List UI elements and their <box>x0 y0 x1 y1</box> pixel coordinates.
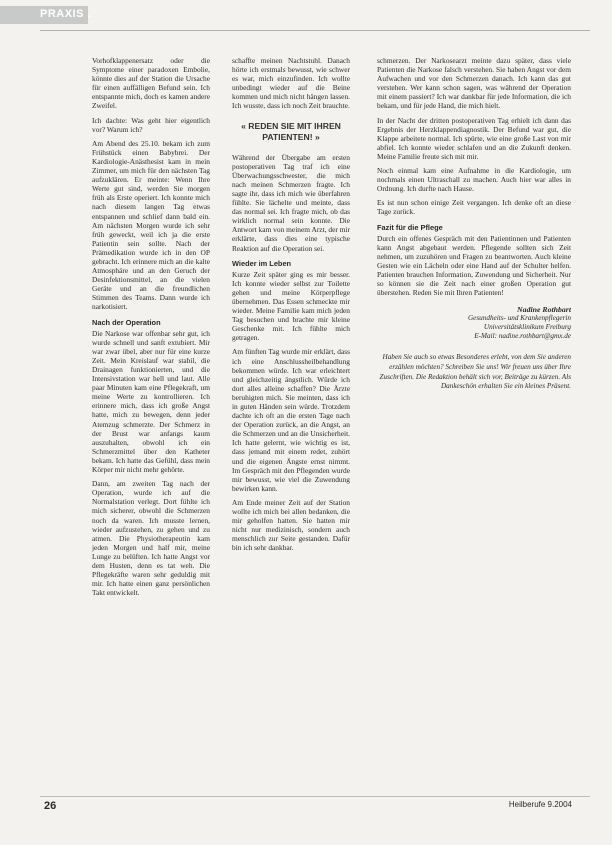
author-title: Gesundheits- und Krankenpflegerin <box>467 314 571 323</box>
subheading: Nach der Operation <box>92 317 161 327</box>
paragraph: Durch ein offenes Gespräch mit den Patientinnen und Patienten kann Angst abgebaut werden. Pflegende sollten sich Zeit nehmen, um zuzuhören und Fragen zu beantworten. Auch kleine Gesten wie ein Lächeln oder eine Hand auf der Schulter helfen. Patienten brauchen Information, Zuwendung und Sicherheit. Nur so können sie die Zeit nach einer großen Operation gut überstehen. Reden Sie mit Ihren Patienten! <box>377 233 571 298</box>
author-signature <box>377 305 571 341</box>
paragraph: Die Narkose war offenbar sehr gut, ich wurde schnell und sanft extubiert. Mir war zwar übel, aber nur für eine kurze Zeit. Mein Kreislauf war stabil, die Drainagen funktionierten, und die Intensivstation war hell und laut. Alle paar Minuten kam eine Pflegekraft, um meine Werte zu kontrollieren. Ich erinnere mich, dass ich große Angst hatte, mich zu bewegen, denn jeder Atemzug schmerzte. Der Schmerz in der Brust war anfangs kaum auszuhalten, obwohl ich ein Schmerzmittel über den Katheter bekam. Ich hatte das Gefühl, dass mein Körper mir nicht mehr gehörte. <box>92 328 210 475</box>
pull-quote: « REDEN SIE MIT IHREN PATIENTEN! » <box>241 120 341 142</box>
paragraph: Dann, am zweiten Tag nach der Operation, wurde ich auf die Normalstation verlegt. Dort fühlte ich mich sicherer, obwohl die Schmerzen noch da waren. Ich musste lernen, wieder aufzustehen, zu gehen und zu atmen. Die Physiotherapeutin kam jeden Morgen und half mir, meine Lunge zu belüften. Ich hatte Angst vor dem Husten, denn es tat weh. Die Pflegekräfte waren sehr geduldig mit mir. Ich hatte einen ganz persönlichen Takt entwickelt. <box>92 479 210 598</box>
author-email: E-Mail: nadine.rothbart@gmx.de <box>474 332 571 341</box>
author-affiliation: Universitätsklinikum Freiburg <box>483 323 571 332</box>
column-2 <box>232 56 350 798</box>
section-label: PRAXIS . <box>40 8 92 20</box>
paragraph: Noch einmal kam eine Aufnahme in die Kardiologie, um nochmals einen Ultraschall zu machen. Auch hier war alles in Ordnung. Ich durfte nach Hause. <box>377 166 571 194</box>
subheading: Fazit für die Pflege <box>377 222 443 232</box>
header-rule <box>40 30 590 31</box>
editorial-note: Haben Sie auch so etwas Besonderes erlebt, von dem Sie anderen erzählen möchten? Schreiben Sie uns! Wir freuen uns über Ihre Zuschriften. Die Redaktion behält sich vor, Beiträge zu kürzen. Als Dankeschön erhalten Sie ein kleines Präsent. <box>379 353 571 391</box>
paragraph: Während der Übergabe am ersten postoperativen Tag traf ich eine Überwachungsschwester, die mich nach meinen Schmerzen fragte. Ich sagte ihr, dass ich mich wie überfahren fühlte. Sie lächelte und meinte, dass das normal sei. Ich fragte mich, ob das wirklich normal sein konnte. Die Antwort kam von meinem Arzt, der mir erklärte, dass dies eine typische Reaktion auf die Operation sei. <box>232 152 350 253</box>
page-number: 26 <box>44 800 57 812</box>
paragraph: Am fünften Tag wurde mir erklärt, dass ich eine Anschlussheilbehandlung bekommen würde. Ich war erleichtert und gleichzeitig ängstlich. Würde ich dort alles alleine schaffen? Die Ärzte beruhigten mich. Sie meinten, dass ich in guten Händen sein würde. Trotzdem dachte ich oft an die ersten Tage nach der Operation zurück, an die Angst, an die Schmerzen und an die Unsicherheit. Ich hatte gelernt, wie wichtig es ist, dass jemand mit einem redet, zuhört und die eigenen Ängste ernst nimmt. Im Gespräch mit den Pflegenden wurde mir bewusst, wie viel die Zuwendung bewirken kann. <box>232 347 350 493</box>
publication-issue: Heilberufe 9.2004 <box>508 800 572 809</box>
column-1 <box>92 56 210 798</box>
paragraph: Ich dachte: Was geht hier eigentlich vor? Warum ich? <box>92 115 210 134</box>
paragraph: Es ist nun schon einige Zeit vergangen. Ich denke oft an diese Tage zurück. <box>377 198 571 217</box>
column-3 <box>377 56 571 798</box>
subheading: Wieder im Leben <box>232 258 292 268</box>
paragraph: Vorhofklappenersatz oder die Symptome einer paradoxen Embolie, könnte dies auf der Station die Ursache für einen auffälligen Befund sein. Ich entspannte mich, doch es kamen andere Zweifel. <box>92 56 210 111</box>
footer-rule <box>40 796 590 797</box>
paragraph: Kurze Zeit später ging es mir besser. Ich konnte wieder selbst zur Toilette gehen und meine Körperpflege übernehmen. Das Essen schmeckte mir wieder. Meine Familie kam mich jeden Tag besuchen und brachte mir kleine Geschenke mit. Ich fühlte mich getragen. <box>232 269 350 343</box>
paragraph: schaffte meinen Nachtstuhl. Danach hörte ich erstmals bewusst, wie schwer es war, mich einzufinden. Ich wollte unbedingt wieder auf die Beine kommen und mich nicht hängen lassen. Ich wusste, dass ich noch Zeit brauchte. <box>232 56 350 111</box>
paragraph: schmerzen. Der Narkosearzt meinte dazu später, dass viele Patienten die Narkose falsch verstehen. Sie haben Angst vor dem Aufwachen und vor den Schmerzen danach. Ich kann das gut verstehen. Wer kann schon sagen, was während der Operation mit einem passiert? Ich war dankbar für jede Information, die ich bekam, und für jede Hand, die mich hielt. <box>377 56 571 111</box>
paragraph: In der Nacht der dritten postoperativen Tag erhielt ich dann das Ergebnis der Herzklappendiagnostik. Der Befund war gut, die Klappe arbeitete normal. Ich spürte, wie eine große Last von mir abfiel. Ich konnte wieder schlafen und an die Zukunft denken. Meine Familie freute sich mit mir. <box>377 115 571 161</box>
paragraph: Am Ende meiner Zeit auf der Station wollte ich mich bei allen bedanken, die mir geholfen hatten. Sie hatten mir nicht nur medizinisch, sondern auch menschlich zur Seite gestanden. Dafür bin ich sehr dankbar. <box>232 497 350 553</box>
author-name: Nadine Rothbart <box>517 305 571 315</box>
paragraph: Am Abend des 25.10. bekam ich zum Frühstück einen Babybrei. Der Kardiologie-Anästhesist kam in mein Zimmer, um mich für den nächsten Tag aufzuklären. Er meinte: Wenn Ihre Werte gut sind, werden Sie morgen früh als Erste operiert. Ich konnte mich nach diesem langen Tag etwas entspannen und schlief dann bald ein. Am nächsten Morgen wurde ich sehr früh geweckt, weil ich ja die erste Patientin sein sollte. Nach der Prämedikation wurde ich in den OP gebracht. Ich erinnere mich an die kalte Atmosphäre und an den Geruch der Desinfektionsmittel, an die vielen Geräte und an die freundlichen Stimmen des Teams. Dann wurde ich narkotisiert. <box>92 138 210 312</box>
